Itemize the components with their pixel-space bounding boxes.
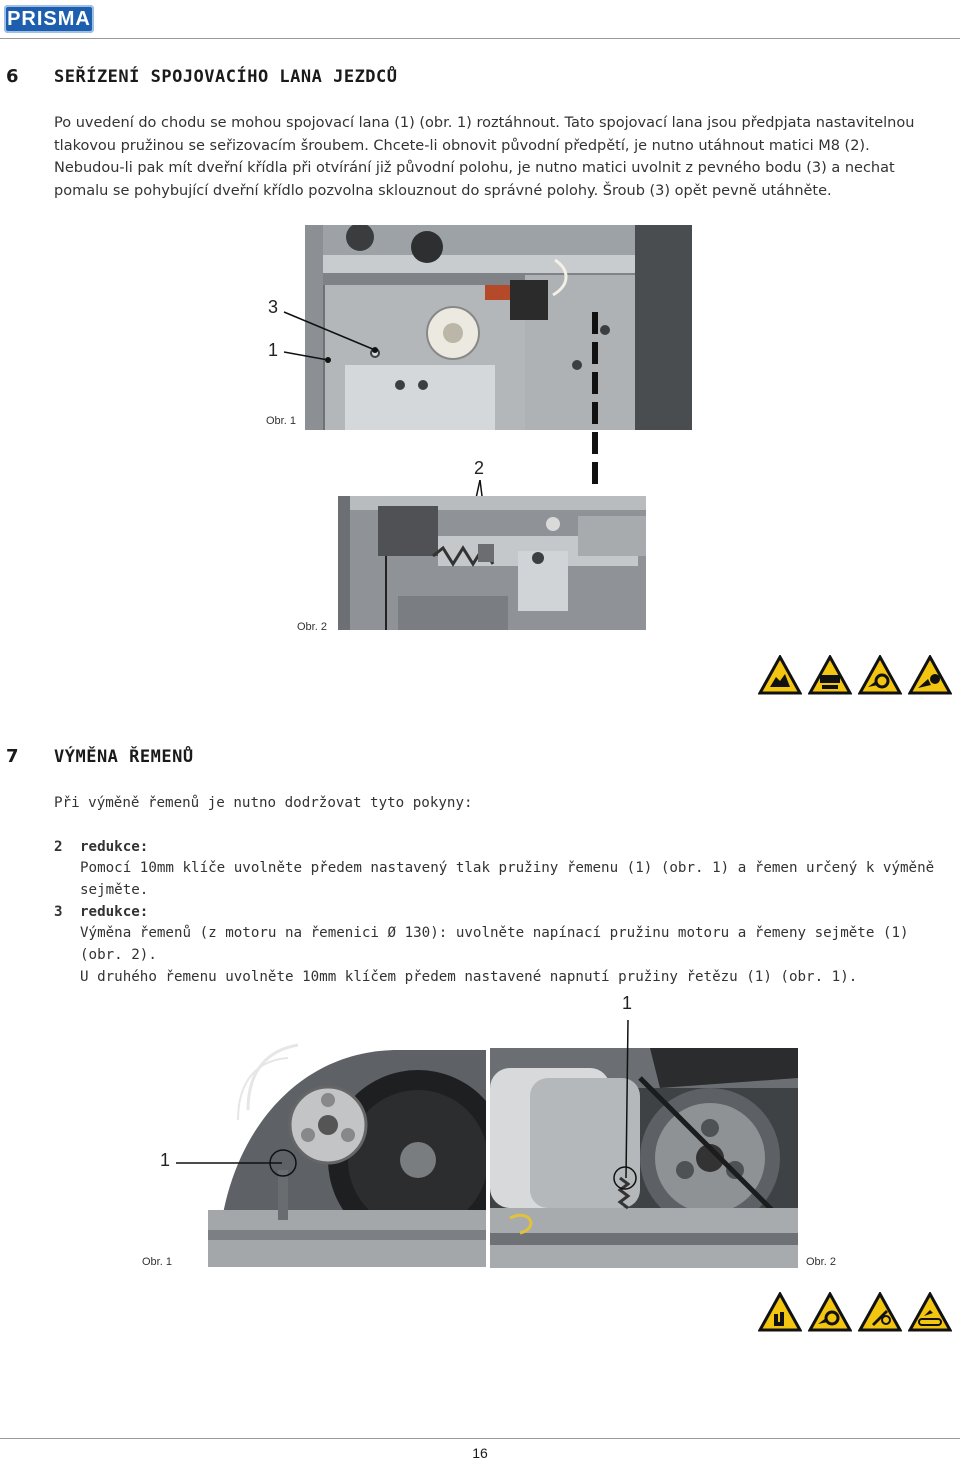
belt-callout-1: 1 [160, 1150, 171, 1170]
hand-crush-warning-icon [758, 655, 802, 695]
paragraph-line: Po uvedení do chodu se mohou spojovací lana (1) (obr. 1) roztáhnout. Tato spojovací lana jsou předpjata nastavitelnou [54, 115, 915, 131]
callout-leader-lines [280, 300, 390, 370]
item-1-text: Pomocí 10mm klíče uvolněte předem nastavený tlak pružiny řemenu (1) (obr. 1) a řemen určený k výměně sejměte. [80, 860, 935, 898]
item-1-number: 2 [54, 839, 63, 855]
figure-1-caption: Obr. 1 [266, 415, 296, 427]
hand-gear-warning-icon [808, 1292, 852, 1332]
item-2-number: 3 [54, 904, 63, 920]
hand-entanglement-warning-icon [908, 655, 952, 695]
section-6-number: 6 [6, 66, 19, 87]
callout-2: 2 [474, 458, 485, 478]
page-number: 16 [472, 1445, 488, 1461]
figure-2-caption: Obr. 2 [297, 621, 327, 633]
item-2-text [80, 922, 955, 988]
section-7-intro: Při výměně řemenů je nutno dodržovat tyto pokyny: [54, 795, 473, 811]
belt-callout-2-leader [618, 1020, 638, 1180]
item-2-heading: redukce: [80, 904, 149, 920]
belt-callout-2: 1 [622, 993, 633, 1013]
section-6-title: SEŘÍZENÍ SPOJOVACÍHO LANA JEZDCŮ [54, 67, 398, 87]
paragraph-line: Nebudou-li pak mít dveřní křídla při otvírání již původní polohu, je nutno matici uvolnit z pevného bodu (3) a nechat [54, 160, 895, 176]
section-7-number: 7 [6, 746, 19, 767]
dashed-connector [588, 312, 602, 492]
header-divider [0, 38, 960, 39]
item-2-line: U druhého řemenu uvolněte 10mm klíčem předem nastavené napnutí pružiny řetězu (1) (obr. 1). [80, 969, 858, 985]
prisma-logo: PRISMA [4, 5, 94, 33]
hand-cutter-warning-icon [858, 1292, 902, 1332]
callout-1: 1 [268, 340, 279, 360]
section-7-title: VÝMĚNA ŘEMENŮ [54, 747, 194, 767]
section-6-paragraph [54, 112, 954, 202]
paragraph-line: tlakovou pružinou se seřizovacím šroubem. Chcete-li obnovit původní předpětí, je nutno utáhnout matici M8 (2). [54, 137, 870, 154]
footer-divider [0, 1438, 960, 1439]
item-1-heading: redukce: [80, 839, 149, 855]
item-2-line: Výměna řemenů (z motoru na řemenici Ø 130): uvolněte napínací pružinu motoru a řemeny sejměte (1) (obr. 2). [80, 925, 909, 963]
belt-callout-1-leader [172, 1158, 292, 1168]
belt-figure-1-caption: Obr. 1 [142, 1256, 172, 1268]
hand-belt-warning-icon [908, 1292, 952, 1332]
belt-photo-2 [490, 1048, 798, 1268]
hand-gear-warning-icon [858, 655, 902, 695]
belt-photo-1 [208, 1030, 486, 1267]
hand-press-warning-icon [808, 655, 852, 695]
callout-3: 3 [268, 297, 279, 317]
warning-icons-top [758, 655, 952, 695]
spring-nut-photo [338, 496, 646, 630]
belt-figure-2-caption: Obr. 2 [806, 1256, 836, 1268]
no-hands-warning-icon [758, 1292, 802, 1332]
paragraph-line: pomalu se pohybující dveřní křídlo pozvolna sklouznout do správné polohy. Šroub (3) opět pevně utáhněte. [54, 182, 832, 199]
warning-icons-bottom [758, 1292, 952, 1332]
